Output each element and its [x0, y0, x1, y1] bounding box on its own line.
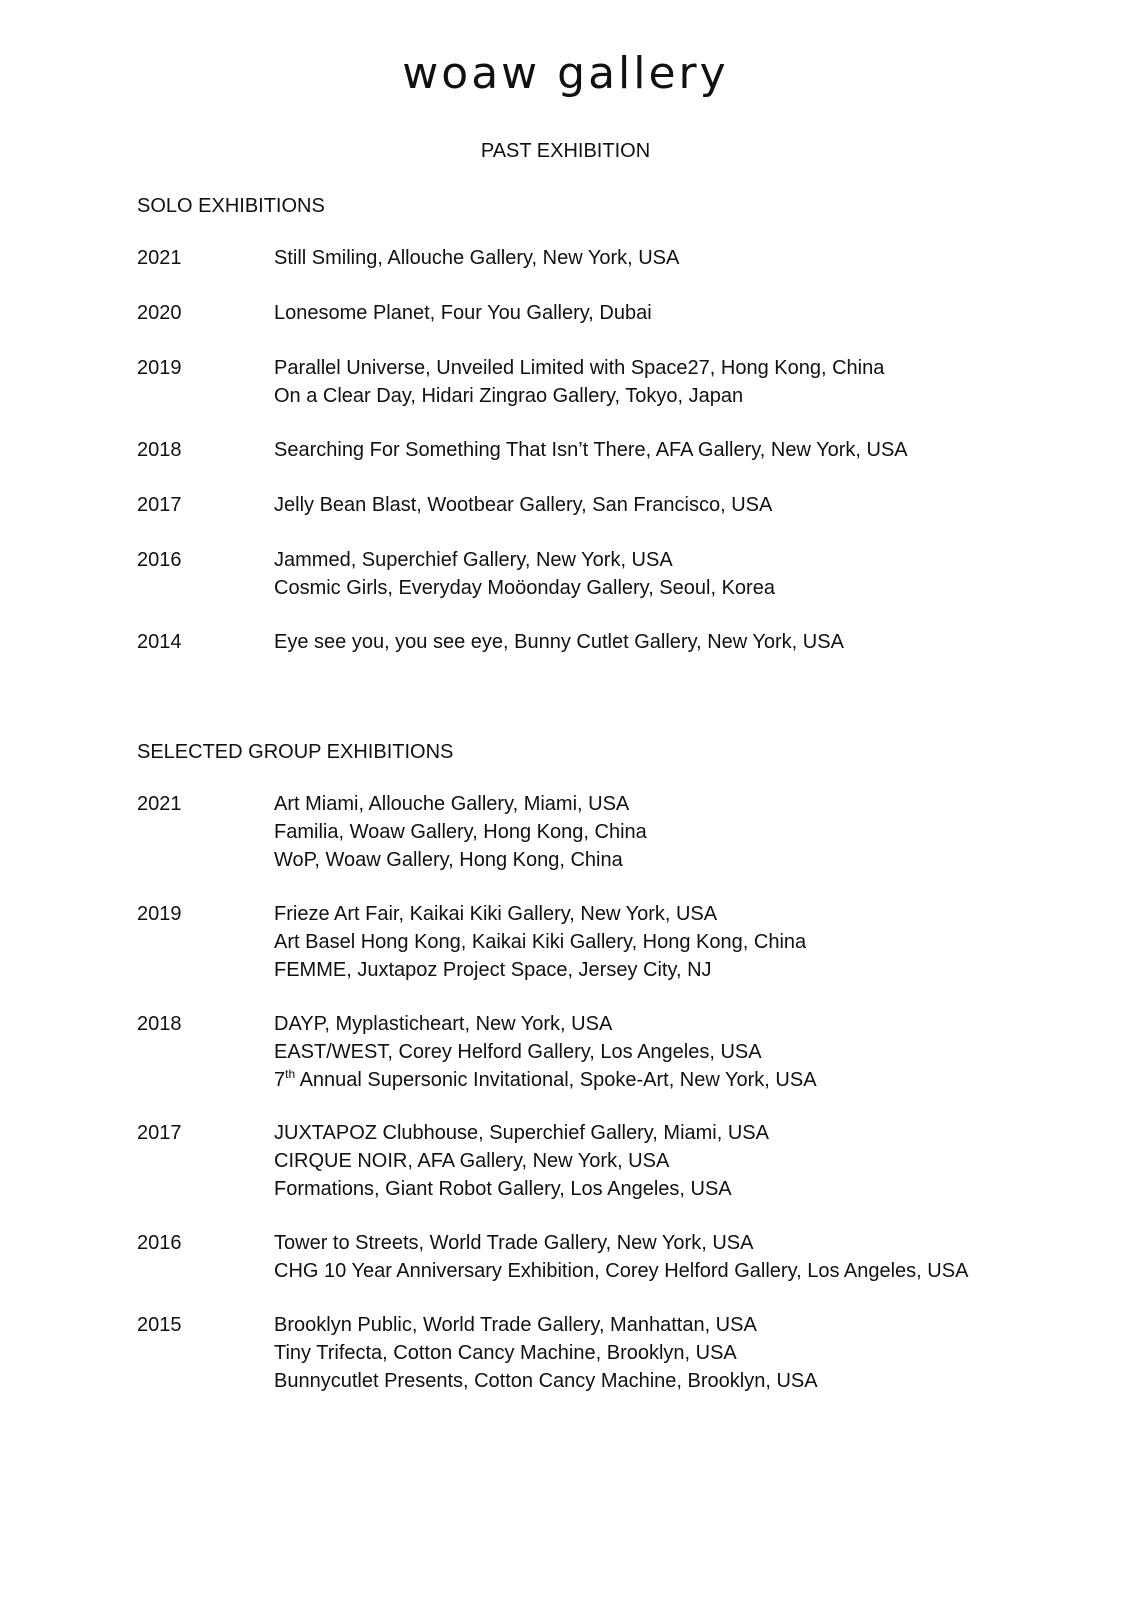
exhibition-item: Tiny Trifecta, Cotton Cancy Machine, Brooklyn, USA — [274, 1342, 737, 1364]
exhibition-item: JUXTAPOZ Clubhouse, Superchief Gallery, Miami, USA — [274, 1122, 769, 1144]
entry-year: 2021 — [137, 793, 182, 815]
exhibition-item: Jelly Bean Blast, Wootbear Gallery, San Francisco, USA — [274, 494, 773, 516]
entry-year: 2019 — [137, 357, 182, 379]
exhibition-item: Brooklyn Public, World Trade Gallery, Manhattan, USA — [274, 1314, 757, 1336]
exhibition-item: Bunnycutlet Presents, Cotton Cancy Machine, Brooklyn, USA — [274, 1370, 818, 1392]
entry-year: 2016 — [137, 1232, 182, 1254]
gallery-logo: woaw gallery — [402, 48, 729, 99]
exhibition-item: CHG 10 Year Anniversary Exhibition, Corey Helford Gallery, Los Angeles, USA — [274, 1260, 969, 1282]
ordinal-number: 7 — [274, 1069, 286, 1091]
entry-year: 2016 — [137, 549, 182, 571]
entry-year: 2019 — [137, 903, 182, 925]
exhibition-item-text: Annual Supersonic Invitational, Spoke-Art, New York, USA — [295, 1069, 817, 1091]
entry-year: 2021 — [137, 247, 182, 269]
exhibition-item: EAST/WEST, Corey Helford Gallery, Los Angeles, USA — [274, 1041, 762, 1063]
exhibition-item: Eye see you, you see eye, Bunny Cutlet Gallery, New York, USA — [274, 631, 844, 653]
solo-exhibitions-heading: SOLO EXHIBITIONS — [137, 195, 325, 217]
ordinal-suffix: th — [285, 1067, 296, 1081]
exhibition-item: Cosmic Girls, Everyday Moöonday Gallery, Seoul, Korea — [274, 577, 775, 599]
exhibition-item: Formations, Giant Robot Gallery, Los Angeles, USA — [274, 1178, 732, 1200]
exhibition-item: On a Clear Day, Hidari Zingrao Gallery, Tokyo, Japan — [274, 385, 744, 407]
entry-year: 2014 — [137, 631, 182, 653]
exhibition-item: Searching For Something That Isn’t There, AFA Gallery, New York, USA — [274, 439, 908, 461]
exhibition-item — [274, 1066, 817, 1094]
exhibition-item: Familia, Woaw Gallery, Hong Kong, China — [274, 821, 647, 843]
exhibition-item: CIRQUE NOIR, AFA Gallery, New York, USA — [274, 1150, 670, 1172]
entry-year: 2017 — [137, 494, 182, 516]
exhibition-item: FEMME, Juxtapoz Project Space, Jersey City, NJ — [274, 959, 712, 981]
exhibition-item: Tower to Streets, World Trade Gallery, New York, USA — [274, 1232, 754, 1254]
group-exhibitions-heading: SELECTED GROUP EXHIBITIONS — [137, 741, 454, 763]
exhibition-item: Still Smiling, Allouche Gallery, New York, USA — [274, 247, 680, 269]
exhibition-item: DAYP, Myplasticheart, New York, USA — [274, 1013, 613, 1035]
exhibition-item: Art Miami, Allouche Gallery, Miami, USA — [274, 793, 630, 815]
exhibition-item: Parallel Universe, Unveiled Limited with Space27, Hong Kong, China — [274, 357, 885, 379]
exhibition-item: Lonesome Planet, Four You Gallery, Dubai — [274, 302, 652, 324]
entry-year: 2018 — [137, 1013, 182, 1035]
exhibition-item: WoP, Woaw Gallery, Hong Kong, China — [274, 849, 623, 871]
entry-year: 2017 — [137, 1122, 182, 1144]
exhibition-item: Frieze Art Fair, Kaikai Kiki Gallery, New York, USA — [274, 903, 718, 925]
exhibition-item: Jammed, Superchief Gallery, New York, USA — [274, 549, 673, 571]
entry-year: 2018 — [137, 439, 182, 461]
page-title: PAST EXHIBITION — [480, 140, 651, 162]
entry-year: 2015 — [137, 1314, 182, 1336]
entry-year: 2020 — [137, 302, 182, 324]
exhibition-item: Art Basel Hong Kong, Kaikai Kiki Gallery, Hong Kong, China — [274, 931, 807, 953]
